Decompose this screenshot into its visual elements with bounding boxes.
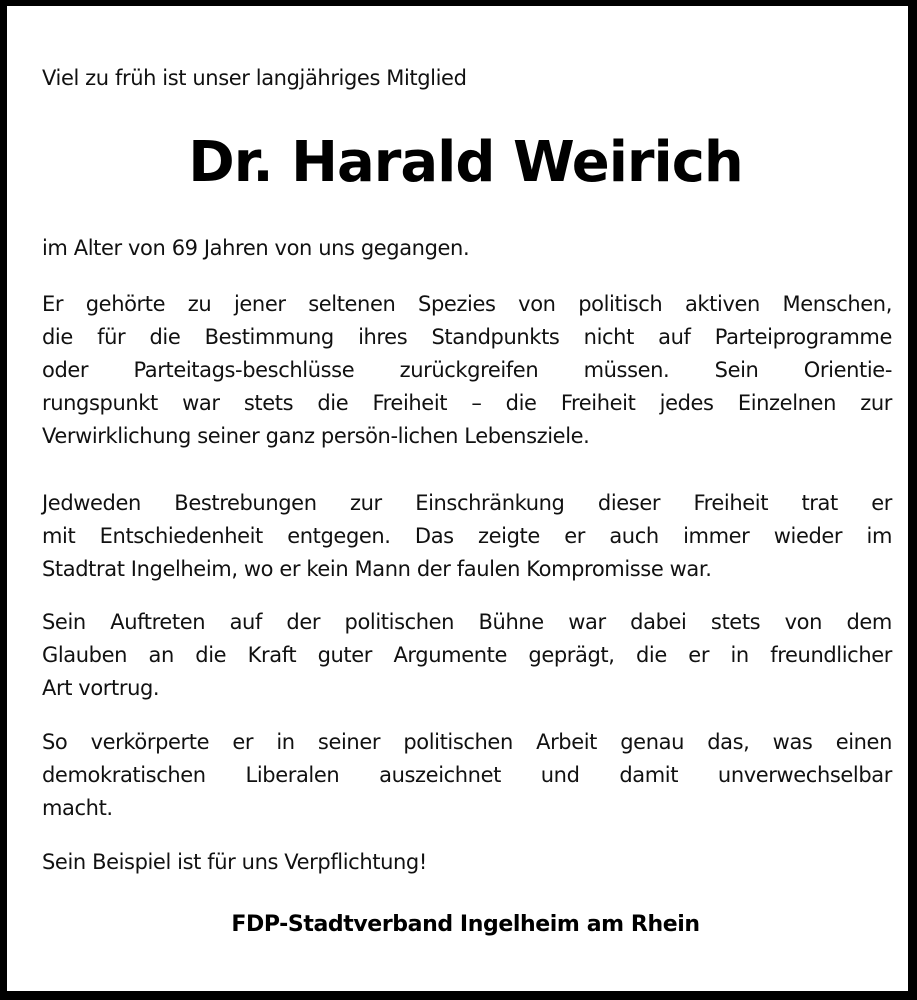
paragraph-line: Jedweden Bestrebungen zur Einschränkung dieser Freiheit trat er bbox=[42, 491, 892, 515]
paragraph-2 bbox=[42, 487, 892, 586]
paragraph-line: die für die Bestimmung ihres Standpunkts nicht auf Parteiprogramme bbox=[42, 325, 892, 349]
paragraph-5 bbox=[42, 846, 892, 879]
deceased-name: Dr. Harald Weirich bbox=[188, 130, 743, 195]
paragraph-4 bbox=[42, 726, 892, 825]
intro-text: Viel zu früh ist unser langjähriges Mitglied bbox=[42, 66, 467, 90]
paragraph-line: Sein Auftreten auf der politischen Bühne war dabei stets von dem bbox=[42, 610, 892, 634]
paragraph-1 bbox=[42, 288, 892, 453]
paragraph-line: macht. bbox=[42, 796, 113, 820]
paragraph-line: oder Parteitags-beschlüsse zurückgreifen müssen. Sein Orientie- bbox=[42, 358, 892, 382]
paragraph-line: Verwirklichung seiner ganz persön-lichen Lebensziele. bbox=[42, 424, 590, 448]
paragraph-line: demokratischen Liberalen auszeichnet und damit unverwechselbar bbox=[42, 763, 892, 787]
paragraph-line: Sein Beispiel ist für uns Verpflichtung! bbox=[42, 850, 427, 874]
paragraph-line: Er gehörte zu jener seltenen Spezies von politisch aktiven Menschen, bbox=[42, 292, 892, 316]
paragraph-3 bbox=[42, 606, 892, 705]
paragraph-line: Art vortrug. bbox=[42, 676, 160, 700]
age-text: im Alter von 69 Jahren von uns gegangen. bbox=[42, 236, 470, 260]
paragraph-line: Glauben an die Kraft guter Argumente geprägt, die er in freundlicher bbox=[42, 643, 892, 667]
paragraph-line: mit Entschiedenheit entgegen. Das zeigte er auch immer wieder im bbox=[42, 524, 892, 548]
paragraph-line: Stadtrat Ingelheim, wo er kein Mann der faulen Kompromisse war. bbox=[42, 557, 712, 581]
paragraph-line: So verkörperte er in seiner politischen Arbeit genau das, was einen bbox=[42, 730, 892, 754]
paragraph-line: rungspunkt war stets die Freiheit – die Freiheit jedes Einzelnen zur bbox=[42, 391, 892, 415]
signature: FDP-Stadtverband Ingelheim am Rhein bbox=[231, 912, 700, 937]
